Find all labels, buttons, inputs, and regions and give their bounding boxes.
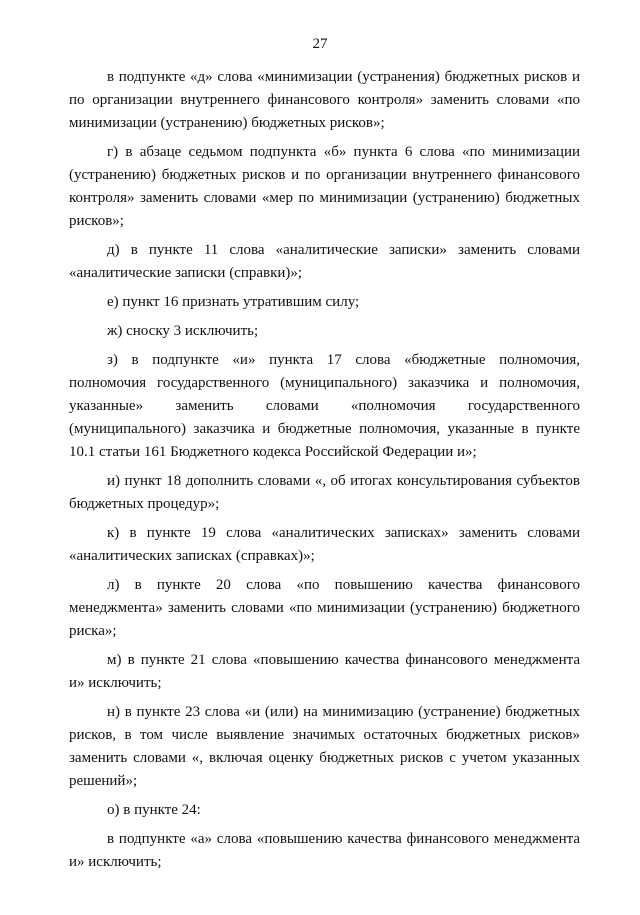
paragraph-l: л) в пункте 20 слова «по повышению качества финансового менеджмента» заменить словами «по минимизации (устранению) бюджетного риска»; <box>69 577 580 639</box>
paragraph-k: к) в пункте 19 слова «аналитических записках» заменить словами «аналитических записках (справках)»; <box>69 525 580 564</box>
paragraph-e: е) пункт 16 признать утратившим силу; <box>107 294 360 310</box>
paragraph-o: о) в пункте 24: <box>107 802 201 818</box>
paragraph-d: д) в пункте 11 слова «аналитические записки» заменить словами «аналитические записки (справки)»; <box>69 242 580 281</box>
paragraph-n: н) в пункте 23 слова «и (или) на минимизацию (устранение) бюджетных рисков, в том числе выявление значимых остаточных бюджетных рисков» заменить словами «, включая оценку бюджетных рисков с учетом указанных решений»; <box>69 704 580 789</box>
paragraph-zh: ж) сноску 3 исключить; <box>107 323 259 339</box>
paragraph-z: з) в подпункте «и» пункта 17 слова «бюджетные полномочия, полномочия государственного (муниципального) заказчика и полномочия, указанные» заменить словами «полномочия государственного (муниципального) заказчика и бюджетные полномочия, указанные в пункте 10.1 статьи 161 Бюджетного кодекса Российской Федерации и»; <box>69 352 580 460</box>
paragraph-g: г) в абзаце седьмом подпункта «б» пункта 6 слова «по минимизации (устранению) бюджетных рисков и по организации внутреннего финансового контроля» заменить словами «мер по минимизации (устранению) бюджетных рисков»; <box>69 144 580 229</box>
paragraph-a-subitem: в подпункте «а» слова «повышению качества финансового менеджмента и» исключить; <box>69 831 580 870</box>
paragraph-i: и) пункт 18 дополнить словами «, об итогах консультирования субъектов бюджетных процедур»; <box>69 473 580 512</box>
paragraph-d-subitem: в подпункте «д» слова «минимизации (устранения) бюджетных рисков и по организации внутреннего финансового контроля» заменить словами «по минимизации (устранению) бюджетных рисков»; <box>69 69 580 131</box>
paragraph-m: м) в пункте 21 слова «повышению качества финансового менеджмента и» исключить; <box>69 652 580 691</box>
page-number: 27 <box>312 36 328 52</box>
document-body <box>69 66 580 880</box>
